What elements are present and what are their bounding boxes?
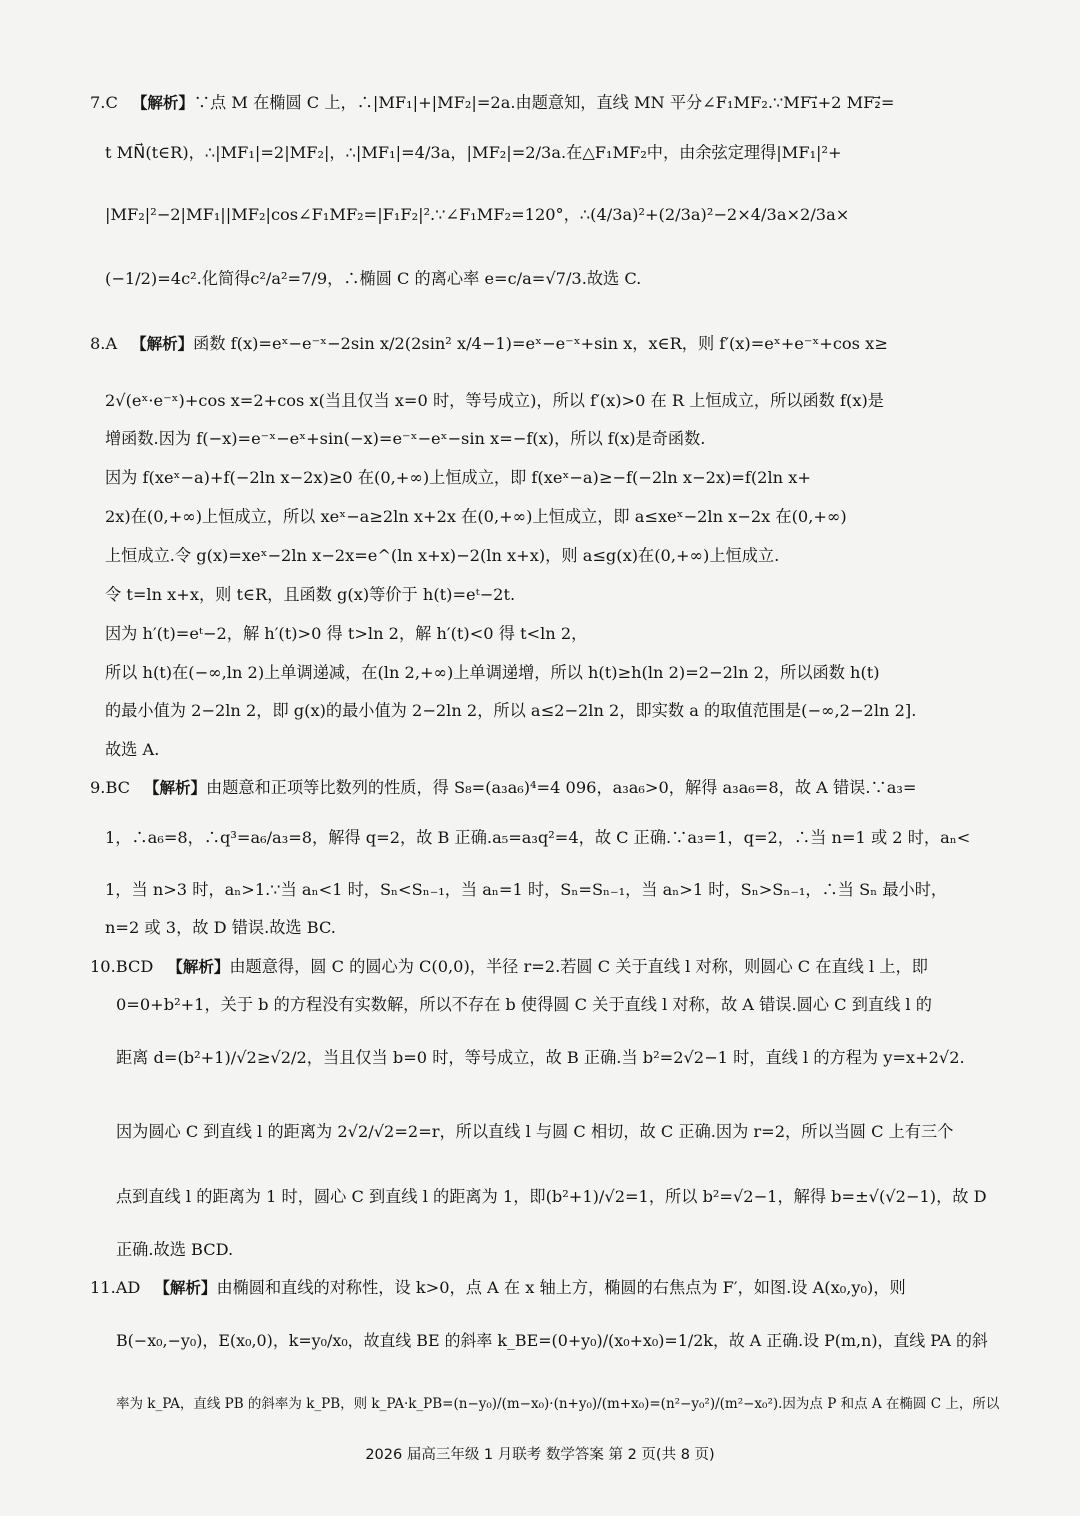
solution-line (90, 92, 894, 114)
solution-line (105, 390, 884, 412)
line-text: 正确.故选 BCD. (116, 1240, 234, 1259)
analysis-tag: 【解析】 (154, 1279, 217, 1297)
analysis-tag: 【解析】 (167, 958, 230, 976)
solution-line (105, 204, 849, 226)
line-text: ∵点 M 在椭圆 C 上，∴|MF₁|+|MF₂|=2a.由题意知，直线 MN 平分∠F₁MF₂.∵MF₁⃗+2 MF₂⃗= (193, 93, 895, 112)
solution-line (116, 994, 932, 1016)
line-text: 因为圆心 C 到直线 l 的距离为 2√2/√2=2=r，所以直线 l 与圆 C 相切，故 C 正确.因为 r=2，所以当圆 C 上有三个 (116, 1122, 954, 1141)
solution-line (105, 739, 159, 761)
line-text: |MF₂|²−2|MF₁||MF₂|cos∠F₁MF₂=|F₁F₂|².∵∠F₁MF₂=120°，∴(4/3a)²+(2/3a)²−2×4/3a×2/3a× (105, 205, 850, 224)
solution-line (116, 1121, 953, 1143)
line-text: 的最小值为 2−2ln 2，即 g(x)的最小值为 2−2ln 2，所以 a≤2−2ln 2，即实数 a 的取值范围是(−∞,2−2ln 2]. (105, 701, 917, 720)
solution-line (105, 467, 811, 489)
line-text: 令 t=ln x+x，则 t∈R，且函数 g(x)等价于 h(t)=eᵗ−2t. (105, 585, 516, 604)
solution-line (105, 917, 336, 939)
solution-line (105, 142, 842, 164)
line-text: 故选 A. (105, 740, 160, 759)
line-text: 因为 f(xeˣ−a)+f(−2ln x−2x)≥0 在(0,+∞)上恒成立，即 f(xeˣ−a)≥−f(−2ln x−2x)=f(2ln x+ (105, 468, 811, 487)
solution-line (105, 545, 779, 567)
line-text: 距离 d=(b²+1)/√2≥√2/2，当且仅当 b=0 时，等号成立，故 B 正确.当 b²=2√2−1 时，直线 l 的方程为 y=x+2√2. (116, 1048, 965, 1067)
line-text: 函数 f(x)=eˣ−e⁻ˣ−2sin x/2(2sin² x/4−1)=eˣ−e⁻ˣ+sin x，x∈R，则 f′(x)=eˣ+e⁻ˣ+cos x≥ (193, 334, 888, 353)
solution-line (116, 1393, 999, 1415)
solution-line (105, 268, 641, 290)
line-text: 1，∴a₆=8，∴q³=a₆/a₃=8，解得 q=2，故 B 正确.a₅=a₃q²=4，故 C 正确.∵a₃=1，q=2，∴当 n=1 或 2 时，aₙ< (105, 828, 971, 847)
solution-line (90, 956, 928, 978)
solution-line (116, 1330, 988, 1352)
solution-line (90, 333, 888, 355)
question-number: 10.BCD (90, 957, 154, 976)
line-text: 率为 k_PA，直线 PB 的斜率为 k_PB，则 k_PA·k_PB=(n−y₀)/(m−x₀)·(n+y₀)/(m+x₀)=(n²−y₀²)/(m²−x₀²).因为点 P 和点 A 在椭圆 C 上，所以 (116, 1396, 1000, 1412)
line-text: n=2 或 3，故 D 错误.故选 BC. (105, 918, 336, 937)
solution-line (105, 506, 847, 528)
line-text: (−1/2)=4c².化简得c²/a²=7/9，∴椭圆 C 的离心率 e=c/a=√7/3.故选 C. (105, 269, 642, 288)
line-text: 因为 h′(t)=eᵗ−2，解 h′(t)>0 得 t>ln 2，解 h′(t)<0 得 t<ln 2， (105, 624, 588, 643)
solution-line (90, 777, 916, 799)
solution-line (90, 1277, 906, 1299)
line-text: 由题意得，圆 C 的圆心为 C(0,0)，半径 r=2.若圆 C 关于直线 l 对称，则圆心 C 在直线 l 上，即 (229, 957, 928, 976)
line-text: 2√(eˣ·e⁻ˣ)+cos x=2+cos x(当且仅当 x=0 时，等号成立)，所以 f′(x)>0 在 R 上恒成立，所以函数 f(x)是 (105, 391, 884, 410)
solution-line (116, 1047, 965, 1069)
solution-line (105, 827, 970, 849)
solution-line (105, 584, 515, 606)
solution-line (105, 623, 587, 645)
question-number: 9.BC (90, 778, 131, 797)
solution-line (116, 1239, 233, 1261)
line-text: 由椭圆和直线的对称性，设 k>0，点 A 在 x 轴上方，椭圆的右焦点为 F′，如图.设 A(x₀,y₀)，则 (216, 1278, 906, 1297)
line-text: 点到直线 l 的距离为 1 时，圆心 C 到直线 l 的距离为 1，即(b²+1)/√2=1，所以 b²=√2−1，解得 b=±√(√2−1)，故 D (116, 1187, 987, 1206)
solution-line (105, 662, 880, 684)
solution-line (105, 428, 705, 450)
line-text: 由题意和正项等比数列的性质，得 S₈=(a₃a₆)⁴=4 096，a₃a₆>0，解得 a₃a₆=8，故 A 错误.∵a₃= (206, 778, 917, 797)
question-number: 8.A (90, 334, 118, 353)
line-text: 增函数.因为 f(−x)=e⁻ˣ−eˣ+sin(−x)=e⁻ˣ−eˣ−sin x=−f(x)，所以 f(x)是奇函数. (105, 429, 706, 448)
analysis-tag: 【解析】 (144, 779, 207, 797)
solution-line (105, 700, 916, 722)
line-text: 所以 h(t)在(−∞,ln 2)上单调递减，在(ln 2,+∞)上单调递增，所以 h(t)≥h(ln 2)=2−2ln 2，所以函数 h(t) (105, 663, 880, 682)
line-text: B(−x₀,−y₀)，E(x₀,0)，k=y₀/x₀，故直线 BE 的斜率 k_BE=(0+y₀)/(x₀+x₀)=1/2k，故 A 正确.设 P(m,n)，直线 PA 的斜 (116, 1331, 988, 1350)
solution-line (105, 879, 947, 901)
line-text: 2x)在(0,+∞)上恒成立，所以 xeˣ−a≥2ln x+2x 在(0,+∞)上恒成立，即 a≤xeˣ−2ln x−2x 在(0,+∞) (105, 507, 847, 526)
line-text: t MN⃗(t∈R)，∴|MF₁|=2|MF₂|，∴|MF₁|=4/3a，|MF₂|=2/3a.在△F₁MF₂中，由余弦定理得|MF₁|²+ (105, 143, 842, 162)
solution-line (116, 1186, 987, 1208)
line-text: 上恒成立.令 g(x)=xeˣ−2ln x−2x=e^(ln x+x)−2(ln x+x)，则 a≤g(x)在(0,+∞)上恒成立. (105, 546, 780, 565)
question-number: 7.C (90, 93, 118, 112)
analysis-tag: 【解析】 (131, 94, 194, 112)
question-number: 11.AD (90, 1278, 141, 1297)
line-text: 1，当 n>3 时，aₙ>1.∵当 aₙ<1 时，Sₙ<Sₙ₋₁，当 aₙ=1 时，Sₙ=Sₙ₋₁，当 aₙ>1 时，Sₙ>Sₙ₋₁，∴当 Sₙ 最小时， (105, 880, 948, 899)
line-text: 0=0+b²+1，关于 b 的方程没有实数解，所以不存在 b 使得圆 C 关于直线 l 对称，故 A 错误.圆心 C 到直线 l 的 (116, 995, 932, 1014)
page-footer: 2026 届高三年级 1 月联考 数学答案 第 2 页(共 8 页) (365, 1447, 715, 1463)
analysis-tag: 【解析】 (131, 335, 194, 353)
